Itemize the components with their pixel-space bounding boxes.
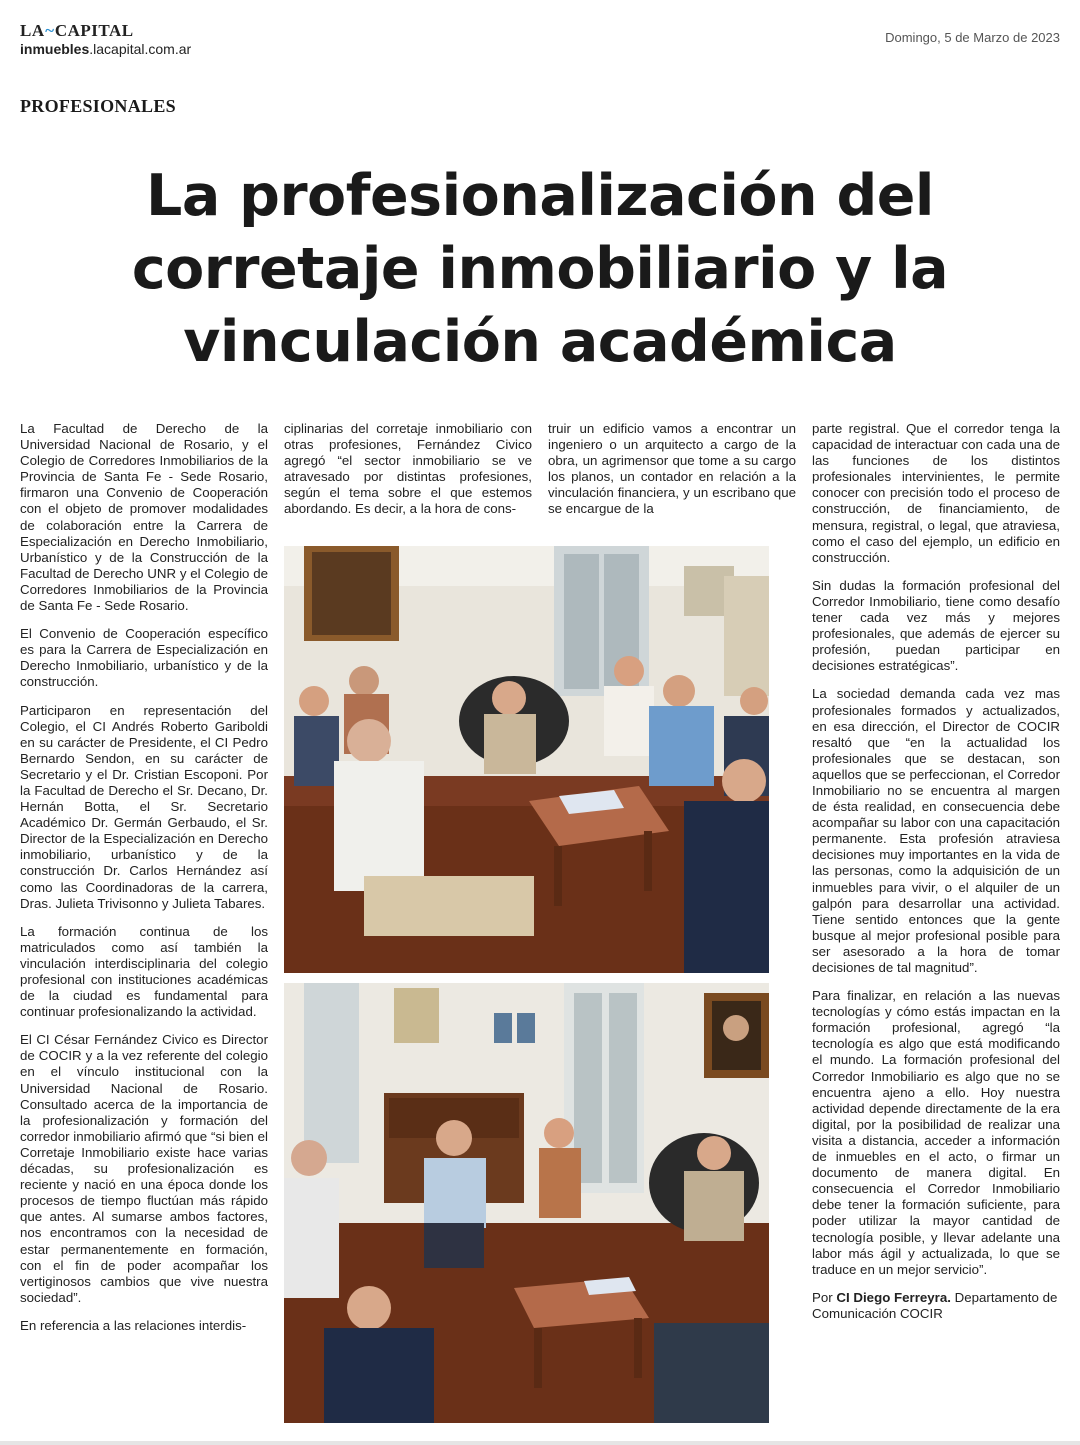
meeting-photo-2-image — [284, 983, 769, 1423]
site-url-rest: .lacapital.com.ar — [89, 41, 192, 57]
logo-la: LA — [20, 21, 45, 40]
newspaper-logo[interactable] — [20, 22, 191, 40]
paragraph: ciplinarias del corretaje inmobiliario con otras profesiones, Fernández Civico agregó “el sector inmobiliario se ve atravesado por distintas profesiones, según el tema sobre el que estemos abordando. Es decir, a la hora de cons- — [284, 421, 532, 517]
masthead — [20, 22, 191, 58]
paragraph: Participaron en representación del Colegio, el CI Andrés Roberto Gariboldi en su carácter de Presidente, el CI Pedro Bernardo Sendon, en su carácter de Secretario y el Dr. Cristian Escoponi. Por la Facultad de Derecho el Sr. Decano, Dr. Hernán Botta, el Sr. Secretario Académico Dr. Germán Gerbaudo, el Sr. Director de la Especialización en Derecho inmobiliario, urbanístico y de la construcción Dr. Carlos Hernández así como las Coordinadoras de la carrera, Dras. Julieta Trivisonno y Julieta Tabares. — [20, 702, 268, 911]
article-column-4 — [812, 421, 1060, 1334]
page-bottom-rule — [0, 1441, 1080, 1445]
site-url-bold: inmuebles — [20, 41, 90, 57]
byline-prefix: Por — [812, 1289, 837, 1305]
article-column-3 — [548, 421, 796, 530]
paragraph: parte registral. Que el corredor tenga la capacidad de interactuar con cada una de las funciones de los distintos profesionales intervinientes, le permite conocer con precisión todo el proceso de construcción, de financiamiento, de mensura, registral, o legal, que atraviesa, como el caso del ejemplo, un edificio en construcción. — [812, 421, 1060, 565]
paragraph: El Convenio de Cooperación específico es para la Carrera de Especialización en Derecho Inmobiliario, urbanístico y de la construcción. — [20, 626, 268, 690]
site-url[interactable] — [20, 40, 191, 58]
paragraph: truir un edificio vamos a encontrar un ingeniero o un arquitecto a cargo de la obra, un agrimensor que tome a su cargo los planos, un contador en relación a la vinculación financiera, y un escribano que se encargue de la — [548, 421, 796, 517]
meeting-photo-1 — [284, 546, 769, 973]
byline — [812, 1290, 1060, 1322]
meeting-photo-2 — [284, 983, 769, 1423]
paragraph: Para finalizar, en relación a las nuevas tecnologías y cómo estás impactan en la formación profesional, agregó “la tecnología es algo que está modificando el mundo. La formación profesional del Corredor Inmobiliario es algo que no se encuentra ajeno a ello. Hoy nuestra actividad depende directamente de la era digital, por la posibilidad de realizar una visita a distancia, acceder a información de inmuebles en el acto, o firmar un documento de manera digital. En consecuencia el Corredor Inmobiliario debe tener la formación suficiente, para poder utilizar la mayor cantidad de tecnología posible, y llevar adelante una labor más ágil y actualizada, lo que se traduce en un mejor servicio”. — [812, 988, 1060, 1277]
paragraph: Sin dudas la formación profesional del Corredor Inmobiliario, tiene como desafío tener cada vez más y mejores profesionales, que además de ejercer su profesión, puedan participar en decisiones estratégicas”. — [812, 577, 1060, 674]
byline-author: CI Diego Ferreyra. — [836, 1289, 951, 1305]
byline-department: Departamento de Comunicación COCIR — [812, 1289, 1058, 1321]
headline: La profesionalización del corretaje inmobiliario y la vinculación académica — [131, 163, 949, 375]
paragraph: La Facultad de Derecho de la Universidad Nacional de Rosario, y el Colegio de Corredores Inmobiliarios de la Provincia de Santa Fe - Sede Rosario, firmaron una Convenio de Cooperación con el objeto de promover modalidades de colaboración entre la Carrera de Especialización en Derecho Inmobiliario, Urbanístico y de la Construcción de la Facultad de Derecho UNR y el Colegio de Corredores Inmobiliarios de la Provincia de Santa Fe - Sede Rosario. — [20, 421, 268, 614]
paragraph: En referencia a las relaciones interdis- — [20, 1317, 247, 1333]
section-label: PROFESIONALES — [20, 96, 176, 116]
article-column-1 — [20, 421, 268, 1346]
paragraph: La sociedad demanda cada vez mas profesionales formados y actualizados, en esa dirección, el Director de COCIR resaltó que “en la actualidad los profesionales que se destacan, son aquellos que se perfeccionan, el Corredor Inmobiliario no se encuentra al margen de ésta realidad, en consecuencia debe acompañar su labor con una capacitación permanente. Esta profesión atraviesa decisiones muy importantes en la vida de las personas, como la adquisición de un inmuebles para vivir, o el alquiler de un galpón para desarrollar una actividad. Tiene sentido entonces que la gente busque al mejor profesional posible para ser asesorado a la hora de tomar decisiones de tal magnitud”. — [812, 686, 1060, 975]
logo-swoosh-icon: ~ — [44, 21, 55, 40]
logo-capital: CAPITAL — [54, 21, 134, 40]
paragraph: La formación continua de los matriculados como así también la vinculación interdisciplinaria del colegio profesional con instituciones académicas de la ciudad es fundamental para continuar profesionalizando la actividad. — [20, 923, 268, 1020]
issue-date: Domingo, 5 de Marzo de 2023 — [885, 30, 1060, 45]
meeting-photo-1-image — [284, 546, 769, 973]
paragraph: El CI César Fernández Civico es Director de COCIR y a la vez referente del colegio en el vínculo institucional con la Universidad Nacional de Rosario. Consultado acerca de la importancia de la profesionalización y formación del corredor inmobiliario afirmó que “si bien el Corretaje Inmobiliario existe hace varias décadas, su profesionalización es reciente y nació en una época donde los procesos de tiempo fluctúan más rápido que antes. Al sumarse ambos factores, nos encontramos con la necesidad de estar permanentemente en formación, con el fin de poder acompañar los vertiginosos cambios que vive nuestra sociedad”. — [20, 1032, 268, 1305]
article-column-2 — [284, 421, 532, 530]
